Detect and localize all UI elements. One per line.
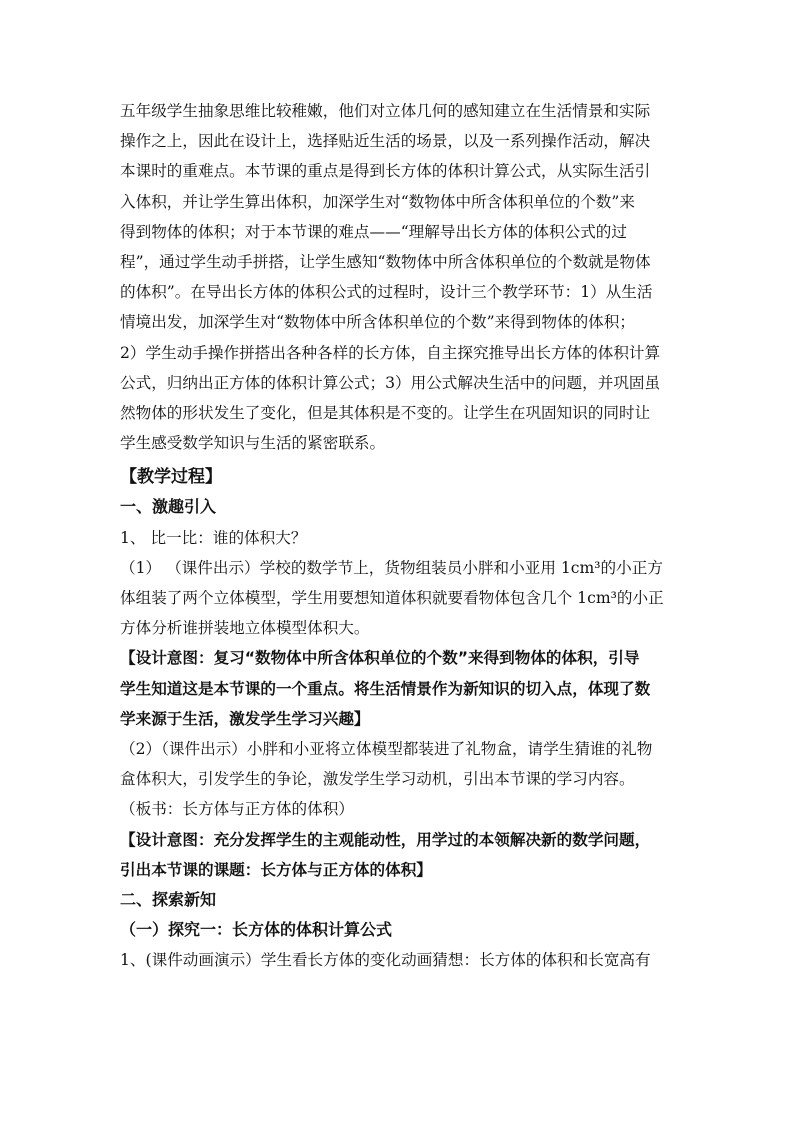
intro-line: 公式，归纳出正方体的体积计算公式；3）用公式解决生活中的问题，并巩固虽 [120,373,661,392]
design-line: 学来源于生活，激发学生学习兴趣】 [120,709,370,728]
paragraph-line: 方体分析谁拼装地立体模型体积大。 [120,619,370,638]
document-page [120,96,680,975]
intro-line: 学生感受数学知识与生活的紧密联系。 [120,434,386,453]
design-line: 引出本节课的课题：长方体与正方体的体积】 [120,860,432,879]
intro-line: 入体积，并让学生算出体积，加深学生对“数物体中所含体积单位的个数”来 [120,192,635,211]
board-note: （板书：长方体与正方体的体积） [120,800,354,819]
intro-line: 情境出发，加深学生对“数物体中所含体积单位的个数”来得到物体的体积； [120,313,635,332]
part2-heading: 二、探索新知 [120,889,217,909]
part2-subheading: （一）探究一：长方体的体积计算公式 [120,920,393,940]
paragraph-line: 盒体积大，引发学生的争论，激发学生学习动机，引出本节课的学习内容。 [120,770,635,789]
design-line: 【设计意图：复习“数物体中所含体积单位的个数”来得到物体的体积，引导 [120,649,640,668]
intro-line: 本课时的重难点。本节课的重点是得到长方体的体积计算公式，从实际生活引 [120,162,651,181]
intro-paragraph [120,96,680,458]
part2-item1: 1、(课件动画演示）学生看长方体的变化动画猜想：长方体的体积和长宽高有 [120,951,651,970]
paragraph-line: （1） （课件出示）学校的数学节上，货物组装员小胖和小亚用 1cm³的小正方 [120,558,663,577]
paragraph-line: 体组装了两个立体模型，学生用要想知道体积就要看物体包含几个 1cm³的小正 [120,589,664,607]
intro-line: 得到物体的体积；对于本节课的难点——“理解导出长方体的体积公式的过 [120,222,627,241]
design-intent-2 [120,825,680,885]
section-title: 【教学过程】 [120,467,222,488]
intro-line: 2）学生动手操作拼搭出各种各样的长方体，自主探究推导出长方体的体积计算 [120,343,661,362]
part1-item1: 1、 比一比：谁的体积大？ [120,528,307,547]
intro-line: 然物体的形状发生了变化，但是其体积是不变的。让学生在巩固知识的同时让 [120,403,651,422]
part1-item1-1 [120,553,680,644]
design-intent-1 [120,643,680,734]
intro-line: 程”，通过学生动手拼搭，让学生感知“数物体中所含体积单位的个数就是物体 [120,252,651,271]
intro-line: 操作之上，因此在设计上，选择贴近生活的场景，以及一系列操作活动，解决 [120,132,651,151]
paragraph-line: （2）（课件出示）小胖和小亚将立体模型都装进了礼物盒，请学生猜谁的礼物 [120,739,653,758]
intro-line: 五年级学生抽象思维比较稚嫩，他们对立体几何的感知建立在生活情景和实际 [120,102,651,120]
intro-line: 的体积”。在导出长方体的体积公式的过程时，设计三个教学环节：1）从生活 [120,283,653,302]
design-line: 【设计意图：充分发挥学生的主观能动性，用学过的本领解决新的数学问题， [120,830,651,849]
part1-item1-2 [120,734,680,794]
design-line: 学生知道这是本节课的一个重点。将生活情景作为新知识的切入点，体现了数 [120,679,651,698]
part1-heading: 一、激趣引入 [120,497,217,517]
